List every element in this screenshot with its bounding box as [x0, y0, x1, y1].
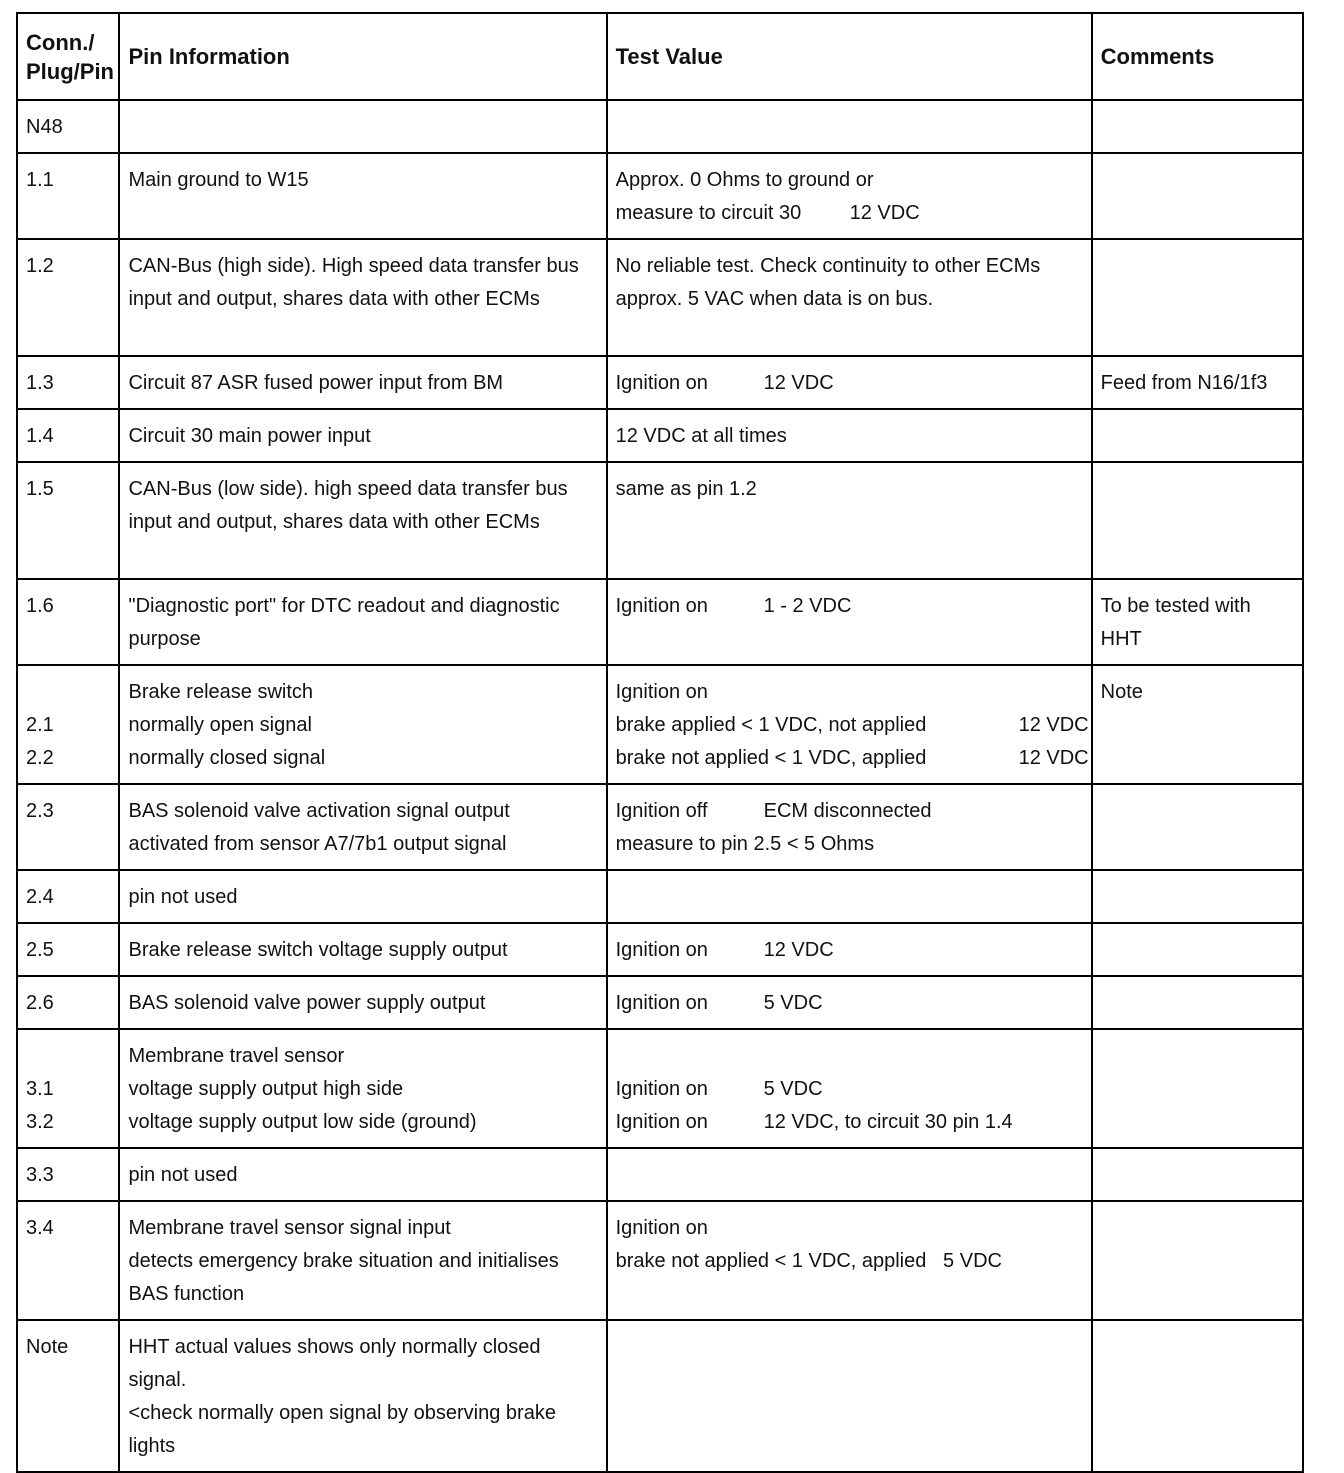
conn-cell: 2.6	[17, 976, 119, 1029]
comment-cell	[1092, 1320, 1303, 1472]
table-row	[17, 1201, 1303, 1320]
conn-cell: N48	[17, 100, 119, 153]
pin-table	[16, 12, 1304, 1473]
comment-cell	[1092, 1148, 1303, 1201]
table-row	[17, 579, 1303, 665]
test-cell: Ignition on brake not applied < 1 VDC, applied 5 VDC	[607, 1201, 1092, 1320]
table-row	[17, 870, 1303, 923]
test-line: approx. 5 VAC when data is on bus.	[615, 288, 934, 310]
header-pin-info: Pin Information	[119, 13, 606, 100]
info-cell: BAS solenoid valve activation signal output activated from sensor A7/7b1 output signal	[119, 784, 606, 870]
test-cell: Ignition on 1 - 2 VDC	[607, 579, 1092, 665]
comment-cell: Note	[1092, 665, 1303, 784]
table-row	[17, 1320, 1303, 1472]
table-row	[17, 923, 1303, 976]
table-row	[17, 462, 1303, 579]
test-cell	[607, 153, 1092, 239]
info-cell: Brake release switch normally open signal normally closed signal	[119, 665, 606, 784]
comment-cell	[1092, 100, 1303, 153]
info-cell: Circuit 30 main power input	[119, 409, 606, 462]
test-cell	[607, 100, 1092, 153]
info-cell: pin not used	[119, 1148, 606, 1201]
table-row	[17, 784, 1303, 870]
header-row	[17, 13, 1303, 100]
conn-cell: 1.3	[17, 356, 119, 409]
test-line: Approx. 0 Ohms to ground or	[615, 169, 874, 191]
table-row	[17, 409, 1303, 462]
table-row	[17, 665, 1303, 784]
comment-cell	[1092, 1029, 1303, 1148]
conn-cell: 1.4	[17, 409, 119, 462]
table-row	[17, 976, 1303, 1029]
header-conn: Conn./ Plug/Pin	[17, 13, 119, 100]
comment-cell	[1092, 870, 1303, 923]
conn-cell: 3.1 3.2	[17, 1029, 119, 1148]
conn-cell: 3.4	[17, 1201, 119, 1320]
test-cell: 12 VDC at all times	[607, 409, 1092, 462]
comment-cell	[1092, 462, 1303, 579]
table-row	[17, 1029, 1303, 1148]
conn-cell: 1.1	[17, 153, 119, 239]
test-cell	[607, 1148, 1092, 1201]
comment-cell	[1092, 784, 1303, 870]
comment-cell	[1092, 923, 1303, 976]
test-cell: Ignition on 5 VDC Ignition on 12 VDC, to circuit 30 pin 1.4	[607, 1029, 1092, 1148]
comment-cell: Feed from N16/1f3	[1092, 356, 1303, 409]
test-cell: Ignition on 12 VDC	[607, 356, 1092, 409]
info-cell: BAS solenoid valve power supply output	[119, 976, 606, 1029]
conn-cell: 3.3	[17, 1148, 119, 1201]
test-cell: same as pin 1.2	[607, 462, 1092, 579]
conn-cell: 2.3	[17, 784, 119, 870]
info-cell: pin not used	[119, 870, 606, 923]
info-cell: Membrane travel sensor signal input detects emergency brake situation and initialises BAS function	[119, 1201, 606, 1320]
info-cell: CAN-Bus (low side). high speed data transfer bus input and output, shares data with other ECMs	[119, 462, 606, 579]
conn-cell: 2.1 2.2	[17, 665, 119, 784]
comment-cell: To be tested with HHT	[1092, 579, 1303, 665]
info-cell: Membrane travel sensor voltage supply output high side voltage supply output low side (ground)	[119, 1029, 606, 1148]
conn-cell: 1.6	[17, 579, 119, 665]
conn-cell: 1.2	[17, 239, 119, 356]
test-cell	[607, 1320, 1092, 1472]
test-cell: Ignition off ECM disconnected measure to pin 2.5 < 5 Ohms	[607, 784, 1092, 870]
test-cell	[607, 239, 1092, 356]
info-cell: Brake release switch voltage supply output	[119, 923, 606, 976]
test-cell: Ignition on 5 VDC	[607, 976, 1092, 1029]
info-cell: Main ground to W15	[119, 153, 606, 239]
header-test-value: Test Value	[607, 13, 1092, 100]
test-cell	[607, 870, 1092, 923]
conn-cell: 2.4	[17, 870, 119, 923]
comment-cell	[1092, 239, 1303, 356]
test-cell: Ignition on 12 VDC	[607, 923, 1092, 976]
info-cell: Circuit 87 ASR fused power input from BM	[119, 356, 606, 409]
table-row	[17, 1148, 1303, 1201]
comment-cell	[1092, 976, 1303, 1029]
table-row	[17, 100, 1303, 153]
table-row	[17, 239, 1303, 356]
conn-cell: Note	[17, 1320, 119, 1472]
comment-cell	[1092, 153, 1303, 239]
comment-cell	[1092, 1201, 1303, 1320]
info-cell: CAN-Bus (high side). High speed data transfer bus input and output, shares data with other ECMs	[119, 239, 606, 356]
info-cell	[119, 100, 606, 153]
test-cell: Ignition on brake applied < 1 VDC, not applied 12 VDC brake not applied < 1 VDC, applied 12 VDC	[607, 665, 1092, 784]
table-row	[17, 356, 1303, 409]
comment-cell	[1092, 409, 1303, 462]
conn-cell: 1.5	[17, 462, 119, 579]
info-cell: HHT actual values shows only normally closed signal. <check normally open signal by observing brake lights	[119, 1320, 606, 1472]
test-line: measure to circuit 30 12 VDC	[615, 202, 920, 224]
table-row	[17, 153, 1303, 239]
conn-cell: 2.5	[17, 923, 119, 976]
test-line: No reliable test. Check continuity to other ECMs	[615, 255, 1041, 277]
info-cell: "Diagnostic port" for DTC readout and diagnostic purpose	[119, 579, 606, 665]
header-comments: Comments	[1092, 13, 1303, 100]
